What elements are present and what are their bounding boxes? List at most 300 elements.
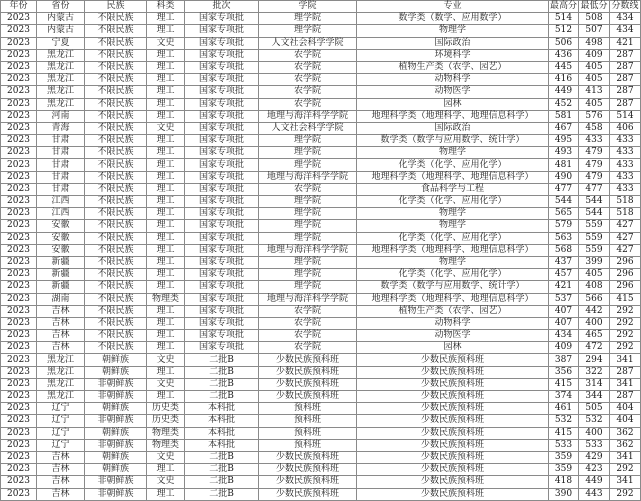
cell-batch: 国家专项批 xyxy=(185,61,259,73)
cell-year: 2023 xyxy=(1,293,37,305)
cell-max-score: 477 xyxy=(549,183,579,195)
cell-batch: 国家专项批 xyxy=(185,342,259,354)
cell-college: 理学院 xyxy=(259,25,357,37)
cell-cutoff-score: 292 xyxy=(610,488,641,500)
cell-college: 理学院 xyxy=(259,232,357,244)
cell-min-score: 449 xyxy=(579,476,610,488)
cell-major: 食品科学与工程 xyxy=(357,183,549,195)
cell-year: 2023 xyxy=(1,464,37,476)
cell-cutoff-score: 362 xyxy=(610,439,641,451)
cell-max-score: 512 xyxy=(549,25,579,37)
cell-subject: 理工 xyxy=(147,366,185,378)
cell-province: 甘肃 xyxy=(37,135,85,147)
cell-province: 青海 xyxy=(37,122,85,134)
cell-province: 黑龙江 xyxy=(37,86,85,98)
cell-college: 农学院 xyxy=(259,183,357,195)
cell-max-score: 437 xyxy=(549,256,579,268)
cell-ethnicity: 不限民族 xyxy=(85,37,147,49)
cell-college: 理学院 xyxy=(259,135,357,147)
cell-max-score: 514 xyxy=(549,13,579,25)
cell-year: 2023 xyxy=(1,391,37,403)
cell-max-score: 409 xyxy=(549,342,579,354)
table-row xyxy=(1,196,641,208)
cell-min-score: 498 xyxy=(579,37,610,49)
cell-subject: 文史 xyxy=(147,37,185,49)
cell-province: 新疆 xyxy=(37,281,85,293)
cell-college: 预科班 xyxy=(259,415,357,427)
table-row xyxy=(1,183,641,195)
cell-province: 黑龙江 xyxy=(37,74,85,86)
table-row xyxy=(1,415,641,427)
cell-cutoff-score: 287 xyxy=(610,61,641,73)
cell-province: 辽宁 xyxy=(37,439,85,451)
cell-max-score: 445 xyxy=(549,61,579,73)
table-row xyxy=(1,464,641,476)
cell-subject: 理工 xyxy=(147,256,185,268)
cell-college: 少数民族预科班 xyxy=(259,488,357,500)
cell-province: 河南 xyxy=(37,110,85,122)
cell-max-score: 407 xyxy=(549,317,579,329)
cell-major: 少数民族预科班 xyxy=(357,391,549,403)
table-row xyxy=(1,86,641,98)
cell-major: 少数民族预科班 xyxy=(357,464,549,476)
table-row xyxy=(1,366,641,378)
cell-year: 2023 xyxy=(1,488,37,500)
cell-year: 2023 xyxy=(1,25,37,37)
cell-major: 地理科学类（地理科学、地理信息科学） xyxy=(357,244,549,256)
cell-ethnicity: 不限民族 xyxy=(85,98,147,110)
cell-college: 人文社会科学学院 xyxy=(259,122,357,134)
cell-max-score: 387 xyxy=(549,354,579,366)
cell-province: 内蒙古 xyxy=(37,13,85,25)
cell-min-score: 314 xyxy=(579,378,610,390)
table-row xyxy=(1,147,641,159)
cell-min-score: 400 xyxy=(579,427,610,439)
table-row xyxy=(1,25,641,37)
cell-ethnicity: 不限民族 xyxy=(85,49,147,61)
cell-batch: 二批B xyxy=(185,354,259,366)
cell-major: 数学类（数学与应用数学、统计学） xyxy=(357,135,549,147)
cell-cutoff-score: 427 xyxy=(610,244,641,256)
cell-ethnicity: 不限民族 xyxy=(85,122,147,134)
cell-province: 吉林 xyxy=(37,317,85,329)
cell-max-score: 563 xyxy=(549,232,579,244)
table-row xyxy=(1,451,641,463)
cell-year: 2023 xyxy=(1,269,37,281)
cell-province: 黑龙江 xyxy=(37,49,85,61)
cell-max-score: 481 xyxy=(549,159,579,171)
cell-ethnicity: 不限民族 xyxy=(85,281,147,293)
cell-ethnicity: 不限民族 xyxy=(85,305,147,317)
cell-college: 少数民族预科班 xyxy=(259,451,357,463)
cell-cutoff-score: 518 xyxy=(610,208,641,220)
cell-province: 宁夏 xyxy=(37,37,85,49)
cell-min-score: 472 xyxy=(579,342,610,354)
cell-college: 少数民族预科班 xyxy=(259,464,357,476)
cell-subject: 历史类 xyxy=(147,415,185,427)
cell-college: 理学院 xyxy=(259,269,357,281)
cell-batch: 国家专项批 xyxy=(185,232,259,244)
cell-province: 安徽 xyxy=(37,232,85,244)
cell-ethnicity: 非朝鲜族 xyxy=(85,378,147,390)
cell-ethnicity: 不限民族 xyxy=(85,208,147,220)
cell-subject: 物理类 xyxy=(147,293,185,305)
cell-province: 江西 xyxy=(37,208,85,220)
cell-max-score: 533 xyxy=(549,439,579,451)
cell-min-score: 576 xyxy=(579,110,610,122)
column-header-max-score: 最高分 xyxy=(550,1,578,12)
cell-major: 物理学 xyxy=(357,220,549,232)
table-row xyxy=(1,122,641,134)
cell-batch: 国家专项批 xyxy=(185,122,259,134)
cell-ethnicity: 不限民族 xyxy=(85,196,147,208)
column-header-province: 省份 xyxy=(37,1,85,13)
cell-college: 预科班 xyxy=(259,427,357,439)
cell-major: 少数民族预科班 xyxy=(357,476,549,488)
cell-subject: 物理类 xyxy=(147,427,185,439)
cell-min-score: 408 xyxy=(579,281,610,293)
cell-batch: 国家专项批 xyxy=(185,37,259,49)
cell-college: 预科班 xyxy=(259,403,357,415)
cell-max-score: 452 xyxy=(549,98,579,110)
cell-year: 2023 xyxy=(1,415,37,427)
cell-college: 理学院 xyxy=(259,196,357,208)
cell-subject: 理工 xyxy=(147,61,185,73)
cell-subject: 理工 xyxy=(147,244,185,256)
column-header-ethnicity: 民族 xyxy=(85,1,147,13)
cell-max-score: 506 xyxy=(549,37,579,49)
cell-batch: 国家专项批 xyxy=(185,196,259,208)
cell-subject: 理工 xyxy=(147,183,185,195)
cell-cutoff-score: 287 xyxy=(610,74,641,86)
cell-max-score: 568 xyxy=(549,244,579,256)
cell-college: 少数民族预科班 xyxy=(259,354,357,366)
cell-province: 黑龙江 xyxy=(37,378,85,390)
cell-subject: 理工 xyxy=(147,281,185,293)
column-header-major: 专业 xyxy=(357,1,549,13)
cell-college: 理学院 xyxy=(259,159,357,171)
cell-year: 2023 xyxy=(1,37,37,49)
table-row xyxy=(1,391,641,403)
cell-min-score: 479 xyxy=(579,171,610,183)
cell-cutoff-score: 404 xyxy=(610,415,641,427)
cell-min-score: 344 xyxy=(579,391,610,403)
cell-min-score: 429 xyxy=(579,451,610,463)
cell-max-score: 359 xyxy=(549,451,579,463)
cell-cutoff-score: 341 xyxy=(610,354,641,366)
cell-college: 农学院 xyxy=(259,317,357,329)
cell-year: 2023 xyxy=(1,305,37,317)
cell-cutoff-score: 434 xyxy=(610,25,641,37)
cell-batch: 本科批 xyxy=(185,403,259,415)
cell-batch: 二批B xyxy=(185,451,259,463)
cell-college: 农学院 xyxy=(259,74,357,86)
column-header-college: 学院 xyxy=(259,1,357,13)
cell-year: 2023 xyxy=(1,439,37,451)
cell-college: 人文社会科学学院 xyxy=(259,37,357,49)
cell-min-score: 413 xyxy=(579,86,610,98)
cell-province: 甘肃 xyxy=(37,159,85,171)
cell-batch: 二批B xyxy=(185,391,259,403)
cell-major: 少数民族预科班 xyxy=(357,354,549,366)
cell-province: 辽宁 xyxy=(37,427,85,439)
cell-province: 甘肃 xyxy=(37,183,85,195)
cell-ethnicity: 不限民族 xyxy=(85,183,147,195)
table-row xyxy=(1,439,641,451)
cell-major: 园林 xyxy=(357,342,549,354)
cell-batch: 国家专项批 xyxy=(185,293,259,305)
cell-year: 2023 xyxy=(1,451,37,463)
cell-ethnicity: 不限民族 xyxy=(85,13,147,25)
cell-cutoff-score: 341 xyxy=(610,451,641,463)
cell-subject: 理工 xyxy=(147,464,185,476)
cell-college: 地理与海洋科学学院 xyxy=(259,110,357,122)
cell-subject: 文史 xyxy=(147,476,185,488)
cell-batch: 二批B xyxy=(185,488,259,500)
column-header-subject: 科类 xyxy=(147,1,185,13)
cell-year: 2023 xyxy=(1,86,37,98)
table-row xyxy=(1,110,641,122)
cell-year: 2023 xyxy=(1,256,37,268)
cell-college: 农学院 xyxy=(259,98,357,110)
cell-college: 理学院 xyxy=(259,147,357,159)
cell-cutoff-score: 434 xyxy=(610,13,641,25)
cell-batch: 国家专项批 xyxy=(185,25,259,37)
cell-year: 2023 xyxy=(1,13,37,25)
cell-max-score: 418 xyxy=(549,476,579,488)
cell-major: 少数民族预科班 xyxy=(357,488,549,500)
cell-batch: 国家专项批 xyxy=(185,317,259,329)
cell-major: 环境科学 xyxy=(357,49,549,61)
cell-cutoff-score: 404 xyxy=(610,403,641,415)
cell-min-score: 294 xyxy=(579,354,610,366)
cell-batch: 二批B xyxy=(185,464,259,476)
cell-college: 预科班 xyxy=(259,439,357,451)
column-header-cutoff-score: 分数线 xyxy=(611,1,639,12)
cell-batch: 国家专项批 xyxy=(185,220,259,232)
cell-year: 2023 xyxy=(1,147,37,159)
cell-ethnicity: 不限民族 xyxy=(85,171,147,183)
cell-batch: 二批B xyxy=(185,476,259,488)
cell-province: 吉林 xyxy=(37,330,85,342)
cell-major: 数学类（数学、应用数学） xyxy=(357,13,549,25)
cell-major: 国际政治 xyxy=(357,37,549,49)
cell-ethnicity: 朝鲜族 xyxy=(85,354,147,366)
cell-min-score: 405 xyxy=(579,61,610,73)
cell-cutoff-score: 296 xyxy=(610,256,641,268)
cell-subject: 理工 xyxy=(147,25,185,37)
cell-min-score: 559 xyxy=(579,244,610,256)
cell-province: 安徽 xyxy=(37,244,85,256)
cell-min-score: 443 xyxy=(579,488,610,500)
cell-subject: 理工 xyxy=(147,86,185,98)
cell-major: 物理学 xyxy=(357,147,549,159)
cell-subject: 理工 xyxy=(147,110,185,122)
cell-batch: 二批B xyxy=(185,378,259,390)
cell-min-score: 507 xyxy=(579,25,610,37)
cell-batch: 国家专项批 xyxy=(185,281,259,293)
cell-min-score: 465 xyxy=(579,330,610,342)
cell-max-score: 532 xyxy=(549,415,579,427)
cell-batch: 本科批 xyxy=(185,427,259,439)
cell-subject: 理工 xyxy=(147,305,185,317)
cell-min-score: 409 xyxy=(579,49,610,61)
cell-college: 理学院 xyxy=(259,281,357,293)
cell-max-score: 436 xyxy=(549,49,579,61)
cell-year: 2023 xyxy=(1,220,37,232)
cell-min-score: 479 xyxy=(579,147,610,159)
table-row xyxy=(1,13,641,25)
cell-year: 2023 xyxy=(1,74,37,86)
cell-year: 2023 xyxy=(1,378,37,390)
table-row xyxy=(1,208,641,220)
cell-subject: 历史类 xyxy=(147,403,185,415)
cell-batch: 国家专项批 xyxy=(185,98,259,110)
cell-cutoff-score: 362 xyxy=(610,427,641,439)
cell-min-score: 322 xyxy=(579,366,610,378)
cell-cutoff-score: 415 xyxy=(610,293,641,305)
cell-major: 物理学 xyxy=(357,208,549,220)
cell-ethnicity: 不限民族 xyxy=(85,159,147,171)
cell-max-score: 415 xyxy=(549,378,579,390)
cell-major: 动物科学 xyxy=(357,74,549,86)
cell-college: 地理与海洋科学学院 xyxy=(259,293,357,305)
cell-subject: 理工 xyxy=(147,232,185,244)
cell-batch: 二批B xyxy=(185,366,259,378)
cell-ethnicity: 不限民族 xyxy=(85,74,147,86)
cell-college: 农学院 xyxy=(259,49,357,61)
cell-min-score: 559 xyxy=(579,220,610,232)
cell-max-score: 581 xyxy=(549,110,579,122)
cell-major: 化学类（化学、应用化学） xyxy=(357,159,549,171)
cell-min-score: 458 xyxy=(579,122,610,134)
cell-max-score: 449 xyxy=(549,86,579,98)
table-row xyxy=(1,49,641,61)
cell-college: 理学院 xyxy=(259,220,357,232)
cell-year: 2023 xyxy=(1,403,37,415)
cell-province: 甘肃 xyxy=(37,147,85,159)
cell-cutoff-score: 292 xyxy=(610,305,641,317)
cell-major: 少数民族预科班 xyxy=(357,415,549,427)
cell-major: 动物医学 xyxy=(357,86,549,98)
table-row xyxy=(1,293,641,305)
cell-cutoff-score: 292 xyxy=(610,330,641,342)
cell-batch: 国家专项批 xyxy=(185,74,259,86)
cell-cutoff-score: 421 xyxy=(610,37,641,49)
cell-college: 农学院 xyxy=(259,86,357,98)
cell-college: 理学院 xyxy=(259,208,357,220)
cell-min-score: 477 xyxy=(579,183,610,195)
cell-cutoff-score: 287 xyxy=(610,86,641,98)
cell-min-score: 532 xyxy=(579,415,610,427)
cell-province: 内蒙古 xyxy=(37,25,85,37)
cell-max-score: 390 xyxy=(549,488,579,500)
table-row xyxy=(1,171,641,183)
cell-min-score: 544 xyxy=(579,208,610,220)
table-row xyxy=(1,232,641,244)
cell-major: 少数民族预科班 xyxy=(357,378,549,390)
cell-batch: 国家专项批 xyxy=(185,159,259,171)
cell-major: 少数民族预科班 xyxy=(357,366,549,378)
cell-year: 2023 xyxy=(1,135,37,147)
cell-college: 少数民族预科班 xyxy=(259,476,357,488)
cell-subject: 理工 xyxy=(147,488,185,500)
cell-min-score: 400 xyxy=(579,317,610,329)
cell-ethnicity: 非朝鲜族 xyxy=(85,415,147,427)
cell-min-score: 405 xyxy=(579,269,610,281)
cell-cutoff-score: 406 xyxy=(610,122,641,134)
cell-min-score: 505 xyxy=(579,403,610,415)
cell-batch: 国家专项批 xyxy=(185,147,259,159)
cell-ethnicity: 非朝鲜族 xyxy=(85,439,147,451)
cell-cutoff-score: 296 xyxy=(610,269,641,281)
cell-batch: 国家专项批 xyxy=(185,330,259,342)
cell-subject: 理工 xyxy=(147,159,185,171)
cell-major: 化学类（化学、应用化学） xyxy=(357,269,549,281)
cell-max-score: 565 xyxy=(549,208,579,220)
table-row xyxy=(1,330,641,342)
cell-cutoff-score: 287 xyxy=(610,366,641,378)
cell-province: 黑龙江 xyxy=(37,61,85,73)
cell-year: 2023 xyxy=(1,122,37,134)
cell-major: 国际政治 xyxy=(357,122,549,134)
cell-batch: 本科批 xyxy=(185,439,259,451)
cell-max-score: 490 xyxy=(549,171,579,183)
cell-max-score: 493 xyxy=(549,147,579,159)
cell-max-score: 421 xyxy=(549,281,579,293)
cell-ethnicity: 不限民族 xyxy=(85,232,147,244)
cell-ethnicity: 朝鲜族 xyxy=(85,451,147,463)
cell-min-score: 423 xyxy=(579,464,610,476)
cell-subject: 理工 xyxy=(147,391,185,403)
cell-ethnicity: 不限民族 xyxy=(85,317,147,329)
cell-year: 2023 xyxy=(1,171,37,183)
cell-batch: 国家专项批 xyxy=(185,183,259,195)
cell-ethnicity: 不限民族 xyxy=(85,342,147,354)
cell-major: 园林 xyxy=(357,98,549,110)
cell-max-score: 434 xyxy=(549,330,579,342)
cell-ethnicity: 不限民族 xyxy=(85,147,147,159)
cell-batch: 国家专项批 xyxy=(185,110,259,122)
table-row xyxy=(1,98,641,110)
cell-batch: 国家专项批 xyxy=(185,13,259,25)
cell-subject: 物理类 xyxy=(147,439,185,451)
cell-major: 少数民族预科班 xyxy=(357,439,549,451)
cell-subject: 理工 xyxy=(147,208,185,220)
cell-min-score: 399 xyxy=(579,256,610,268)
cell-province: 湖南 xyxy=(37,293,85,305)
table-row xyxy=(1,354,641,366)
cell-year: 2023 xyxy=(1,281,37,293)
cell-max-score: 374 xyxy=(549,391,579,403)
cell-cutoff-score: 341 xyxy=(610,378,641,390)
cell-province: 黑龙江 xyxy=(37,354,85,366)
cell-subject: 理工 xyxy=(147,220,185,232)
cell-province: 吉林 xyxy=(37,464,85,476)
cell-major: 地理科学类（地理科学、地理信息科学） xyxy=(357,293,549,305)
cell-major: 动物科学 xyxy=(357,317,549,329)
cell-ethnicity: 朝鲜族 xyxy=(85,403,147,415)
cell-subject: 文史 xyxy=(147,378,185,390)
cell-min-score: 405 xyxy=(579,98,610,110)
cell-college: 少数民族预科班 xyxy=(259,391,357,403)
table-row xyxy=(1,159,641,171)
cell-ethnicity: 不限民族 xyxy=(85,25,147,37)
cell-ethnicity: 朝鲜族 xyxy=(85,366,147,378)
cell-max-score: 461 xyxy=(549,403,579,415)
cell-subject: 理工 xyxy=(147,342,185,354)
cell-cutoff-score: 514 xyxy=(610,110,641,122)
